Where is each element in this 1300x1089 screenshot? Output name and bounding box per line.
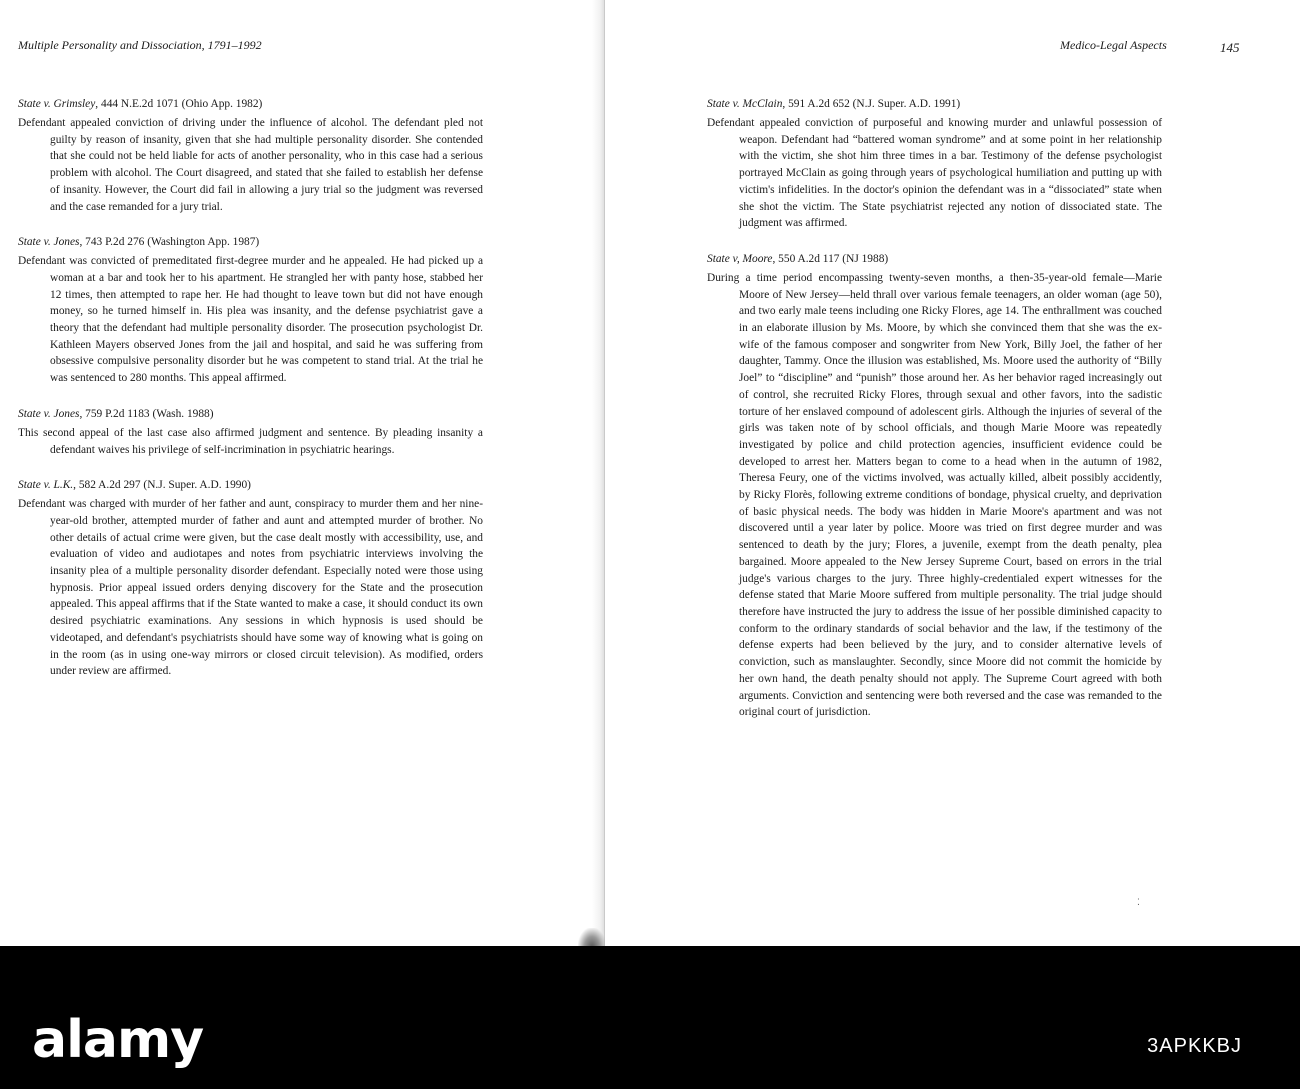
left-page <box>0 0 592 946</box>
case-summary: Defendant was convicted of premeditated first-degree murder and he appealed. He had picked up a woman at a bar and took her to his apartment. He strangled her with panty hose, stabbed her 12 times, then attempted to rape her. He had thought to leave town but did not have enough money, so he turned himself in. His plea was insanity, and the defense psychiatrist gave a theory that the defendant had multiple personality disorder. The prosecution psychologist Dr. Kathleen Mayers observed Jones from the jail and hospital, and said he was suffering from obsessive compulsive personality disorder but he was competent to stand trial. At the trial he was sentenced to 280 months. This appeal affirmed. <box>18 255 483 385</box>
case-summary: Defendant appealed conviction of purposeful and knowing murder and unlawful possession of weapon. Defendant had “battered woman syndrome” and at some point in her relationship with the victim, she shot him three times in a bar. Testimony of the defense psychologist portrayed McClain as going through years of psychological humiliation and putting up with victim's infidelities. In the doctor's opinion the defendant was in a “dissociated” state when she shot the victim. The State psychiatrist rejected any notion of dissociated state. The judgment was affirmed. <box>707 117 1162 230</box>
case-entry <box>18 96 483 215</box>
page-number: 145 <box>1220 40 1240 55</box>
case-citation: , 591 A.2d 652 (N.J. Super. A.D. 1991) <box>782 98 961 110</box>
case-entry <box>18 406 483 458</box>
case-name: State v. McClain <box>707 98 783 110</box>
scan-speck: ⁚ <box>1137 897 1140 907</box>
case-name: State v. Jones <box>18 407 80 420</box>
right-running-head: Medico-Legal Aspects <box>1060 38 1167 52</box>
case-title <box>18 234 483 250</box>
left-page-content <box>18 96 483 699</box>
case-name: State v. L.K. <box>18 479 74 492</box>
case-title <box>18 477 483 493</box>
left-running-head: Multiple Personality and Dissociation, 1791–1992 <box>18 38 262 52</box>
case-name: State v, Moore <box>707 252 773 265</box>
case-summary: This second appeal of the last case also affirmed judgment and sentence. By pleading insanity a defendant waives his privilege of self-incrimination in psychiatric hearings. <box>18 426 483 456</box>
case-citation: , 743 P.2d 276 (Washington App. 1987) <box>79 236 260 249</box>
case-title <box>707 96 1162 112</box>
case-citation: , 550 A.2d 117 (NJ 1988) <box>772 252 889 265</box>
case-summary: During a time period encompassing twenty-seven months, a then-35-year-old female—Marie Moore of New Jersey—held thrall over various female teenagers, an older woman (age 50), and two early male teens including one Ricky Flores, age 14. The enthrallment was couched in an elaborate illusion by Ms. Moore, by which she convinced them that she was the ex-wife of the famous composer and songwriter from New York, Billy Joel, the father of her daughter, Tammy. Once the illusion was established, Ms. Moore used the authority of “Billy Joel” to “discipline” and “punish” those around her. As her behavior raged increasingly out of control, she recruited Ricky Flores, through sexual and other favors, into the sadistic torture of her enslaved compound of adolescent girls. Although the injuries of several of the girls was taken note of by school officials, and though Marie Moore was repeatedly investigated by police and child protection agencies, insufficient evidence could be developed to arrest her. Matters began to come to a head when in the autumn of 1982, Theresa Feury, one of the victims involved, was actually killed, albeit possibly accidently, by Ricky Florès, following extreme conditions of bondage, physical cruelty, and deprivation of basic physical needs. The body was hidden in Marie Moore's apartment and was not discovered until a year later by police. Moore was tried on first degree murder and was sentenced to death by the jury; Flores, a juvenile, exempt from the death penalty, plea bargained. Moore appealed to the New Jersey Supreme Court, based on errors in the trial judge's various charges to the jury. Three highly-credentialed expert witnesses for the defense stated that Marie Moore suffered from multiple personality. The trial judge should therefore have instructed the jury to address the issue of her possible diminished capacity to conform to the ordinary standards of social behavior and the law, if the testimony of the defense experts had been believed by the jury, and to consider alternative levels of conviction, such as manslaughter. Secondly, since Moore did not commit the homicide by her own hand, the death penalty should not apply. The Supreme Court agreed with both arguments. Conviction and sentencing were both reversed and the case was remanded to the original court of jurisdiction. <box>707 271 1162 719</box>
case-title <box>18 96 483 112</box>
binding-shadow <box>578 928 606 948</box>
case-citation: , 759 P.2d 1183 (Wash. 1988) <box>79 407 214 420</box>
alamy-logo: alamy <box>32 1010 204 1070</box>
case-entry <box>18 477 483 680</box>
case-name: State v. Grimsley <box>18 98 96 110</box>
case-summary: Defendant appealed conviction of driving under the influence of alcohol. The defendant pled not guilty by reason of insanity, given that she had multiple personality disorder. She contended that she could not be held liable for acts of another personality, who in this case had a serious problem with alcohol. The Court disagreed, and stated that she failed to establish her defense of insanity. However, the Court did fail in allowing a jury trial so the judgment was reversed and the case remanded for a jury trial. <box>18 117 483 213</box>
case-entry <box>707 251 1162 721</box>
case-citation: , 582 A.2d 297 (N.J. Super. A.D. 1990) <box>73 479 251 492</box>
case-summary: Defendant was charged with murder of her father and aunt, conspiracy to murder them and her nine-year-old brother, attempted murder of father and aunt and attempted murder of brother. No other details of actual crime were given, but the case dealt mostly with accessibility, use, and evaluation of video and audiotapes and notes from psychiatric interviews involving the insanity plea of a multiple personality disorder defendant. Especially noted were those using hypnosis. Prior appeal issued orders denying discovery for the State and the prosecution appealed. This appeal affirms that if the State wanted to make a case, it should conduct its own desired psychiatric examinations. Any sessions in which hypnosis is used should be videotaped, and defendant's psychiatrists should have some way of knowing what is going on in the room (as in using one-way mirrors or closed circuit television). As modified, orders under review are affirmed. <box>18 498 483 678</box>
case-title <box>18 406 483 422</box>
right-page <box>605 0 1300 946</box>
case-entry <box>707 96 1162 232</box>
case-name: State v. Jones <box>18 236 80 249</box>
case-entry <box>18 234 483 387</box>
case-title <box>707 251 1162 267</box>
case-citation: , 444 N.E.2d 1071 (Ohio App. 1982) <box>95 98 263 110</box>
image-id-label: 3APKKBJ <box>1147 1035 1242 1057</box>
right-page-content <box>707 96 1162 740</box>
